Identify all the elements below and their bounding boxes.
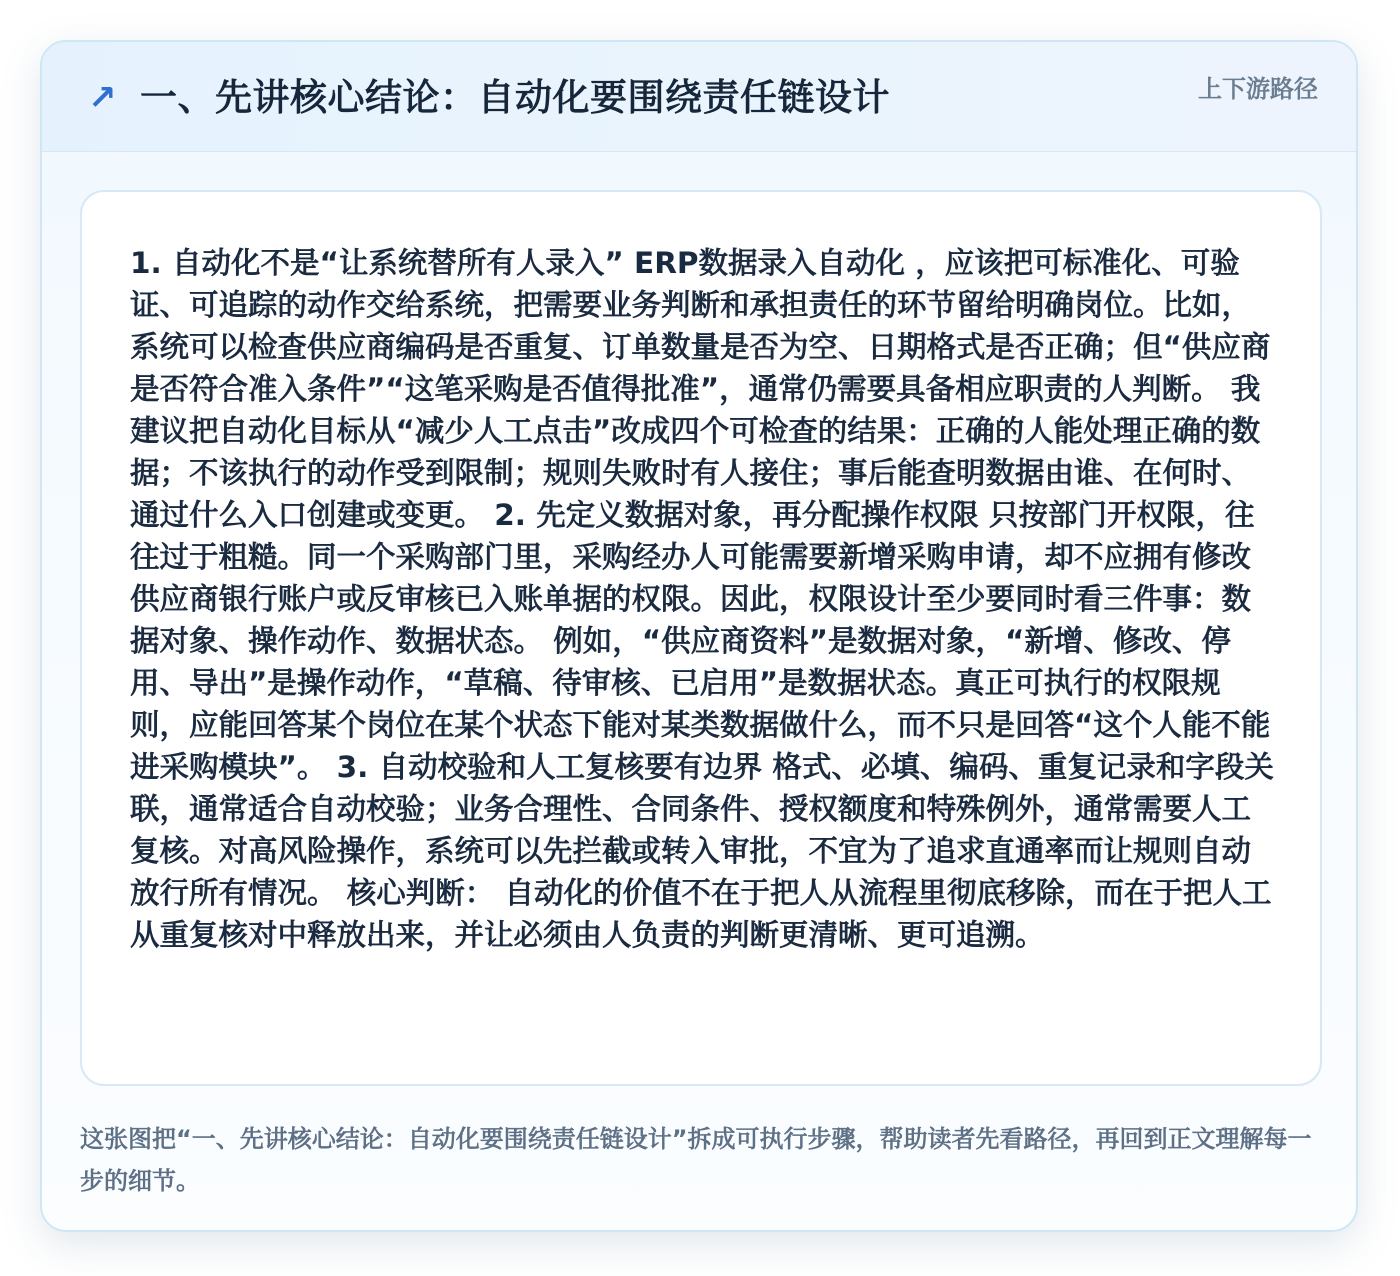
section-title: 一、先讲核心结论：自动化要围绕责任链设计 (140, 76, 890, 119)
card-header (42, 42, 1356, 152)
content-panel (80, 190, 1322, 1086)
arrow-up-right-icon: ↗ (88, 78, 117, 118)
flow-path-label: 上下游路径 (1198, 75, 1318, 103)
body-paragraph: 1. 自动化不是“让系统替所有人录入” ERP数据录入自动化 ，应该把可标准化、可验证、可追踪的动作交给系统，把需要业务判断和承担责任的环节留给明确岗位。比如，系统可以检查供应商编码是否重复、订单数量是否为空、日期格式是否正确；但“供应商是否符合准入条件”“这笔采购是否值得批准”，通常仍需要具备相应职责的人判断。 我建议把自动化目标从“减少人工点击”改成四个可检查的结果：正确的人能处理正确的数据；不该执行的动作受到限制；规则失败时有人接住；事后能查明数据由谁、在何时、通过什么入口创建或变更。 2. 先定义数据对象，再分配操作权限 只按部门开权限，往往过于粗糙。同一个采购部门里，采购经办人可能需要新增采购申请，却不应拥有修改供应商银行账户或反审核已入账单据的权限。因此，权限设计至少要同时看三件事：数据对象、操作动作、数据状态。 例如，“供应商资料”是数据对象，“新增、修改、停用、导出”是操作动作，“草稿、待审核、已启用”是数据状态。真正可执行的权限规则，应能回答某个岗位在某个状态下能对某类数据做什么，而不只是回答“这个人能不能进采购模块”。 3. 自动校验和人工复核要有边界 格式、必填、编码、重复记录和字段关联，通常适合自动校验；业务合理性、合同条件、授权额度和特殊例外，通常需要人工复核。对高风险操作，系统可以先拦截或转入审批，不宜为了追求直通率而让规则自动放行所有情况。 核心判断： 自动化的价值不在于把人从流程里彻底移除，而在于把人工从重复核对中释放出来，并让必须由人负责的判断更清晰、更可追溯。 (130, 246, 1274, 952)
figure-caption: 这张图把“一、先讲核心结论：自动化要围绕责任链设计”拆成可执行步骤，帮助读者先看路径，再回到正文理解每一步的细节。 (80, 1125, 1312, 1195)
article-card (40, 40, 1358, 1232)
